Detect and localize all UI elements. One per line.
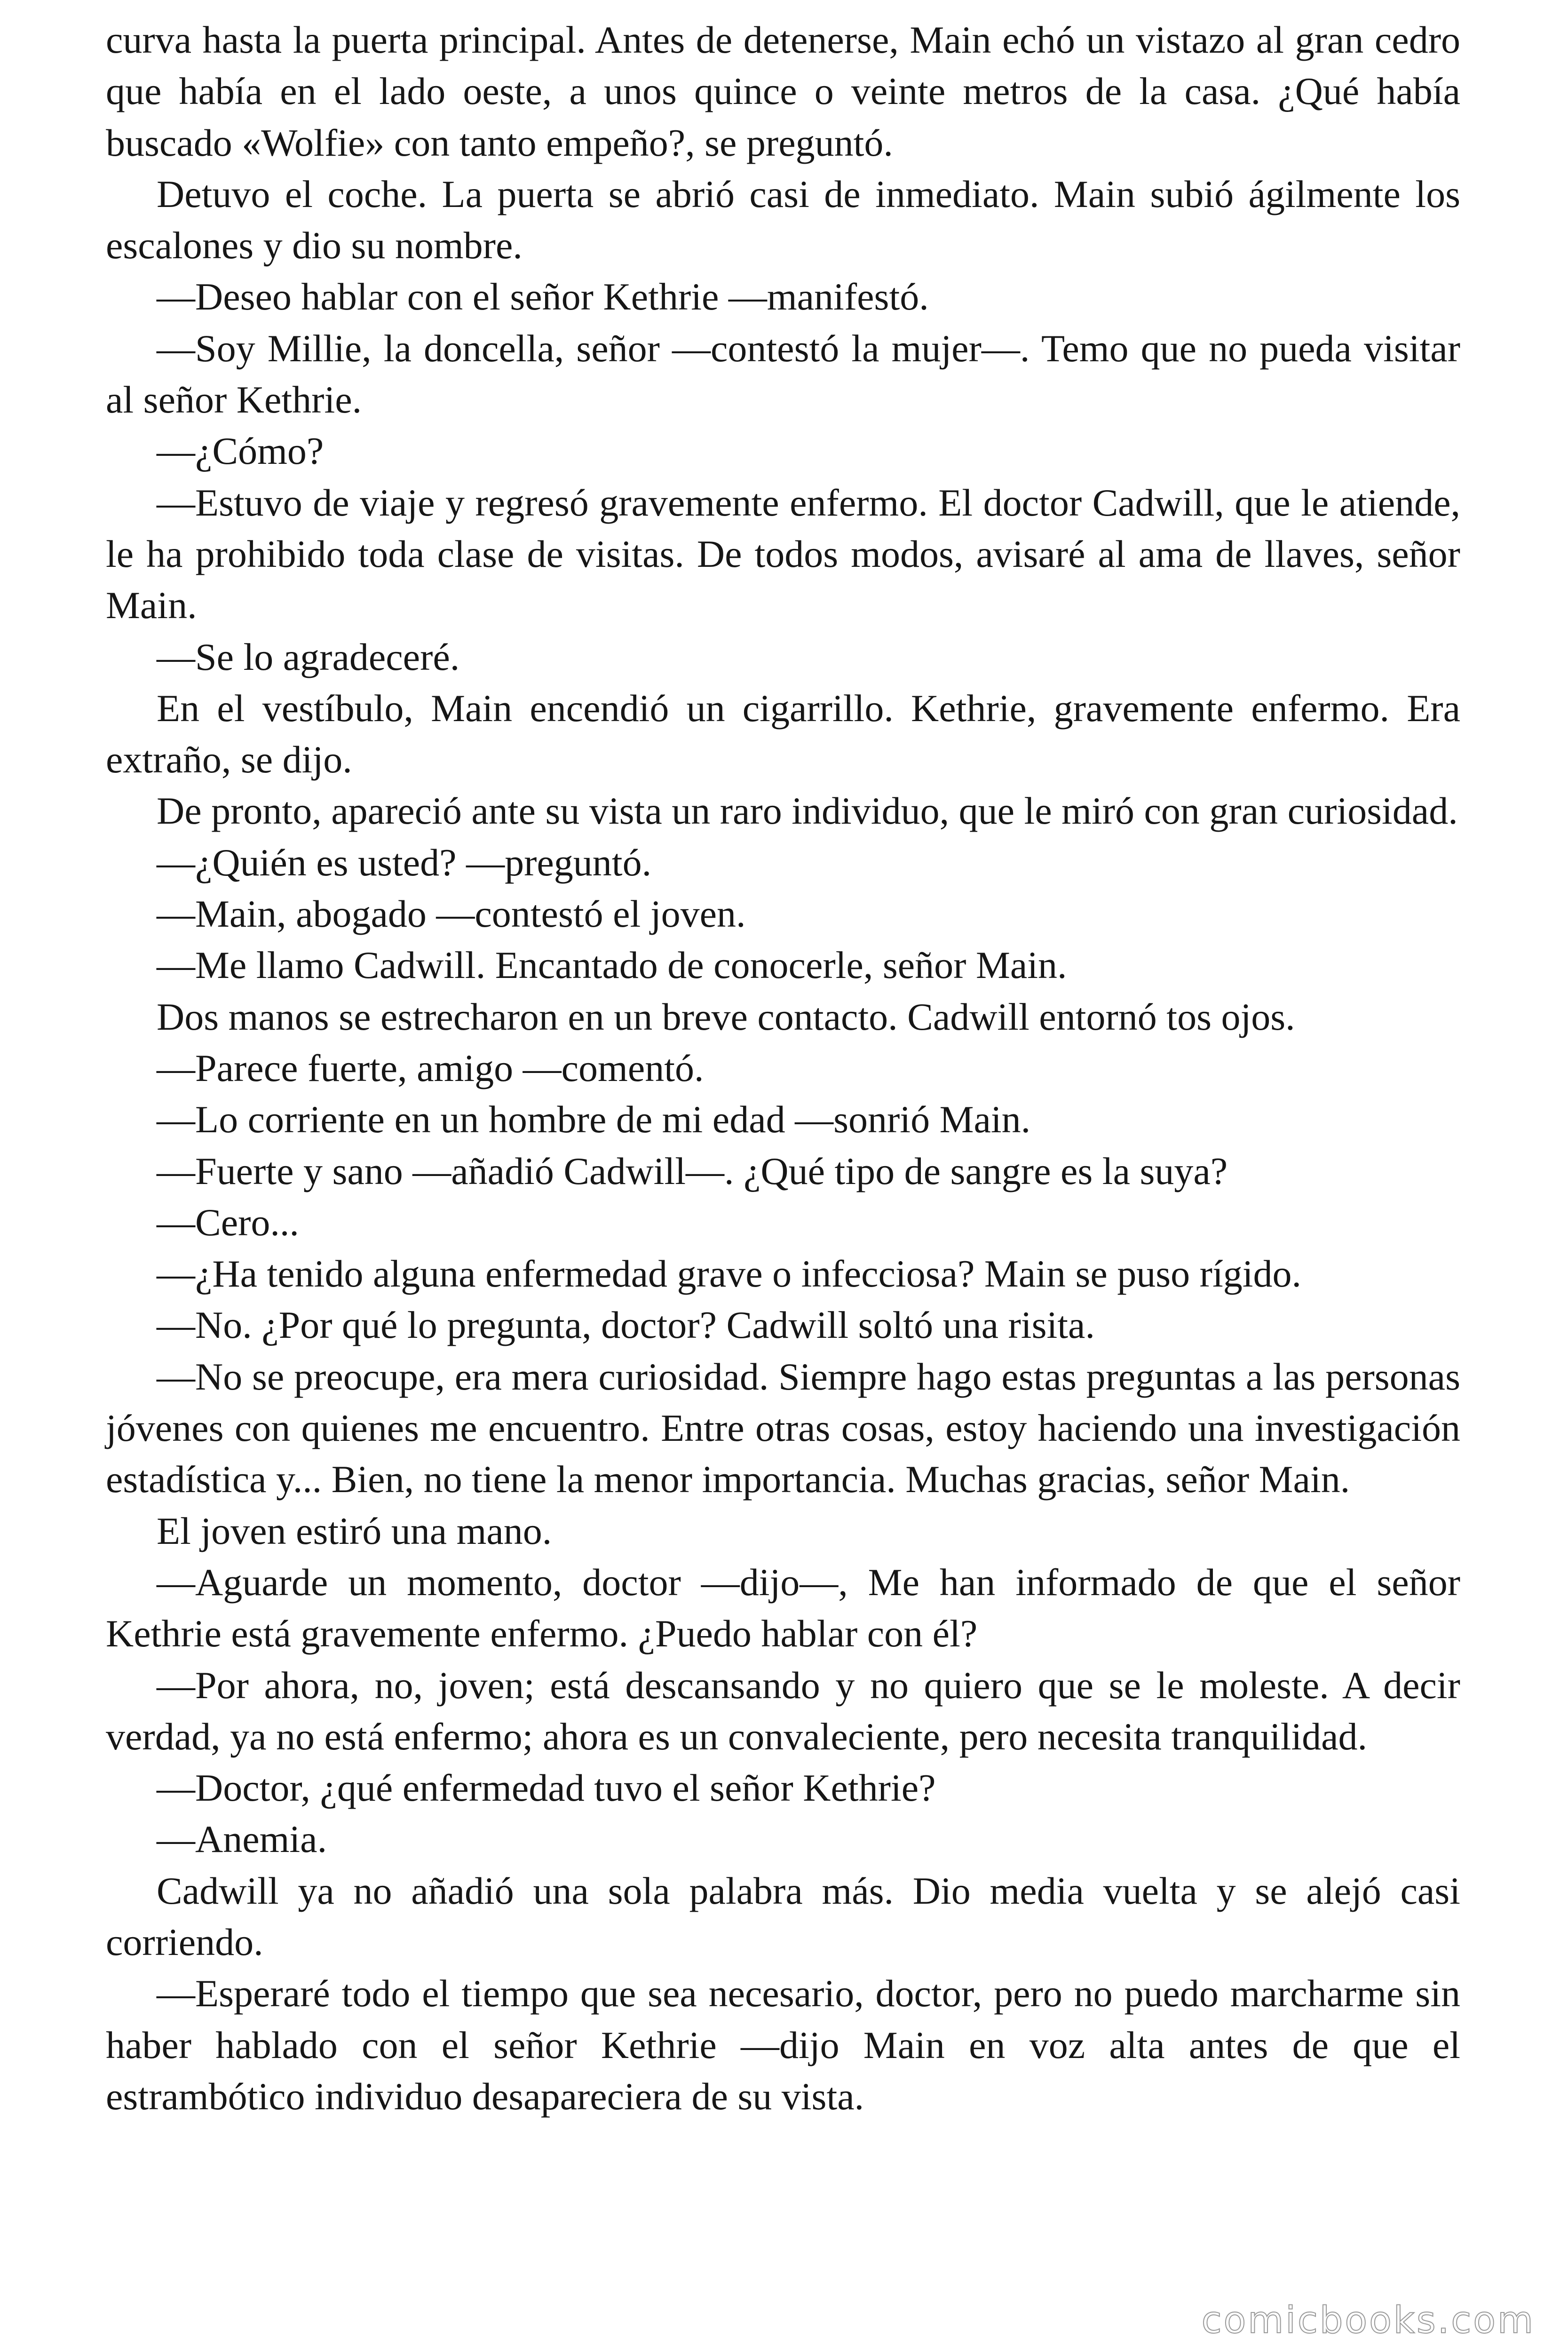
paragraph: —Deseo hablar con el señor Kethrie —manifestó. [157,275,929,318]
book-page-text [106,14,1460,2122]
paragraph: —Doctor, ¿qué enfermedad tuvo el señor Kethrie? [157,1766,936,1810]
paragraph: —Cero... [157,1200,299,1244]
paragraph: —Lo corriente en un hombre de mi edad —sonrió Main. [157,1098,1031,1141]
watermark: comicbooks.com [1201,2299,1535,2342]
paragraph: —Por ahora, no, joven; está descansando y no quiero que se le moleste. A decir verdad, ya no está enfermo; ahora es un convaleciente, pero necesita tranquilidad. [106,1663,1460,1758]
paragraph: —¿Quién es usted? —preguntó. [157,841,652,884]
paragraph: En el vestíbulo, Main encendió un cigarrillo. Kethrie, gravemente enfermo. Era extraño, se dijo. [106,686,1460,781]
paragraph: Detuvo el coche. La puerta se abrió casi de inmediato. Main subió ágilmente los escalones y dio su nombre. [106,172,1460,267]
paragraph: —¿Ha tenido alguna enfermedad grave o infecciosa? Main se puso rígido. [157,1252,1302,1295]
paragraph: —Main, abogado —contestó el joven. [157,892,746,936]
paragraph: —Esperaré todo el tiempo que sea necesario, doctor, pero no puedo marcharme sin haber hablado con el señor Kethrie —dijo Main en voz alta antes de que el estrambótico individuo desapareciera de su vista. [106,1972,1460,2118]
paragraph: —Soy Millie, la doncella, señor —contestó la mujer—. Temo que no pueda visitar al señor Kethrie. [106,326,1460,421]
paragraph: Dos manos se estrecharon en un breve contacto. Cadwill entornó tos ojos. [157,995,1295,1038]
paragraph: —Estuvo de viaje y regresó gravemente enfermo. El doctor Cadwill, que le atiende, le ha prohibido toda clase de visitas. De todos modos, avisaré al ama de llaves, señor Main. [106,481,1460,627]
paragraph: El joven estiró una mano. [157,1509,552,1552]
paragraph: —Parece fuerte, amigo —comentó. [157,1046,704,1089]
paragraph: —Me llamo Cadwill. Encantado de conocerle, señor Main. [157,944,1067,987]
paragraph: Cadwill ya no añadió una sola palabra más. Dio media vuelta y se alejó casi corriendo. [106,1869,1460,1963]
paragraph: —Anemia. [157,1818,327,1861]
paragraph: —No se preocupe, era mera curiosidad. Siempre hago estas preguntas a las personas jóvenes con quienes me encuentro. Entre otras cosas, estoy haciendo una investigación estadística y... Bien, no tiene la menor importancia. Muchas gracias, señor Main. [106,1355,1460,1501]
paragraph: —¿Cómo? [157,429,324,473]
paragraph: curva hasta la puerta principal. Antes de detenerse, Main echó un vistazo al gran cedro que había en el lado oeste, a unos quince o veinte metros de la casa. ¿Qué había buscado «Wolfie» con tanto empeño?, se preguntó. [106,18,1460,164]
paragraph: —Fuerte y sano —añadió Cadwill—. ¿Qué tipo de sangre es la suya? [157,1149,1228,1192]
paragraph: —No. ¿Por qué lo pregunta, doctor? Cadwill soltó una risita. [157,1303,1095,1347]
paragraph: De pronto, apareció ante su vista un raro individuo, que le miró con gran curiosidad. [157,789,1458,833]
paragraph: —Aguarde un momento, doctor —dijo—, Me han informado de que el señor Kethrie está gravemente enfermo. ¿Puedo hablar con él? [106,1560,1460,1655]
paragraph: —Se lo agradeceré. [157,635,460,678]
